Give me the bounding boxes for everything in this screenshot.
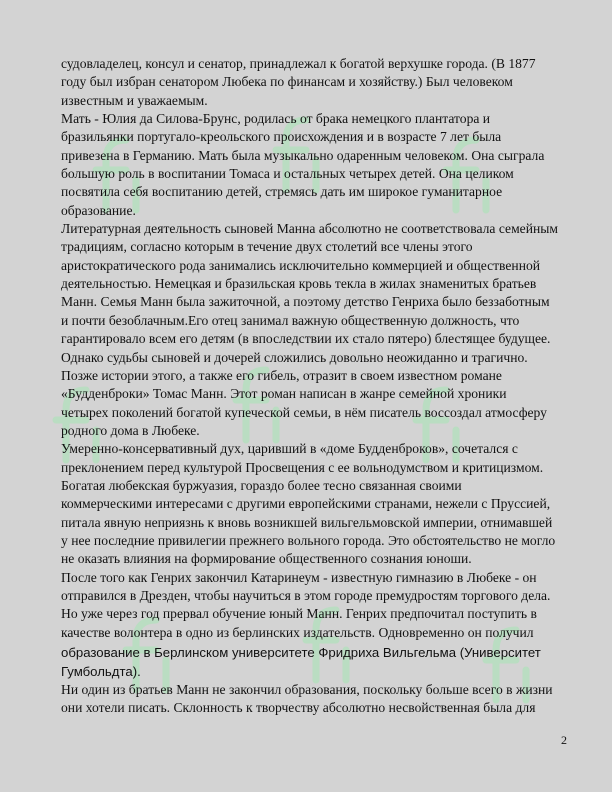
text-line: Богатая любекская буржуазия, гораздо более тесно связанная своими <box>61 477 462 493</box>
text-line: традициям, согласно которым в течение двух столетий все члены этого <box>61 239 473 255</box>
text-line: преклонением перед культурой Просвещения с ее вольнодумством и критицизмом. <box>61 459 544 475</box>
page-number: 2 <box>561 733 567 747</box>
text-line: посвятила себя воспитанию детей, стремясь дать им широкое гуманитарное <box>61 184 503 200</box>
text-line: они хотели писать. Склонность к творчеству абсолютно несвойственная была для <box>61 700 536 716</box>
text-line: привезена в Германию. Мать была музыкально одаренным человеком. Она сыграла <box>61 147 545 163</box>
text-line: Но уже через год прервал обучение юный Манн. Генрих предпочитал поступить в <box>61 606 537 622</box>
text-line: Манн. Семья Манн была зажиточной, а поэтому детство Генриха было беззаботным <box>61 294 550 310</box>
text-line: отправился в Дрезден, чтобы научиться в этом городе премудростям торгового дела. <box>61 587 551 603</box>
text-line: образование в Берлинском университете Фридриха Вильгельма (Университет <box>61 645 541 660</box>
text-line: и почти безоблачным.Его отец занимал важную общественную должность, что <box>61 312 520 328</box>
text-line: родного дома в Любеке. <box>61 422 200 438</box>
text-line: гарантировало всем его детям (в впоследствии их стало пятеро) блестящее будущее. <box>61 331 551 347</box>
text-line: судовладелец, консул и сенатор, принадлежал к богатой верхушке города. (В 1877 <box>61 56 536 71</box>
text-line: Гумбольдта). <box>61 664 141 679</box>
body-text <box>61 55 557 718</box>
text-line: деятельностью. Немецкая и бразильская кровь текла в жилах знаменитых братьев <box>61 276 537 292</box>
text-line: бразильянки португало-креольского происхождения и в возрасте 7 лет была <box>61 129 502 145</box>
text-line: Литературная деятельность сыновей Манна абсолютно не соответствовала семейным <box>61 221 558 237</box>
text-line: «Будденброки» Томас Манн. Этот роман написан в жанре семейной хроники <box>61 386 507 402</box>
text-line: не оказать влияния на формирование общественного сознания юноши. <box>61 551 472 567</box>
text-line: качестве волонтера в одно из берлинских издательств. Одновременно он получил <box>61 624 534 640</box>
text-line: После того как Генрих закончил Катаринеум - известную гимназию в Любеке - он <box>61 569 537 585</box>
text-line: у нее последние привилегии прежнего вольного города. Это обстоятельство не могло <box>61 532 556 548</box>
text-line: аристократического рода занимались исключительно коммерцией и общественной <box>61 257 541 273</box>
text-line: Мать - Юлия да Силова-Брунс, родилась от брака немецкого плантатора и <box>61 111 491 127</box>
text-line: Ни один из братьев Манн не закончил образования, поскольку больше всего в жизни <box>61 682 553 697</box>
text-line: Умеренно-консервативный дух, царивший в «доме Будденброков», сочетался с <box>61 441 518 457</box>
text-line: большую роль в воспитании Томаса и остальных четырех детей. Она целиком <box>61 166 514 182</box>
text-line: образование. <box>61 202 136 218</box>
text-line: Однако судьбы сыновей и дочерей сложились довольно неожиданно и трагично. <box>61 349 528 365</box>
text-line: году был избран сенатором Любека по финансам и хозяйству.) Был человеком <box>61 74 513 90</box>
text-line: питала явную неприязнь к вновь возникшей вильгельмовской империи, отнимавшей <box>61 514 553 530</box>
text-line: Позже истории этого, а также его гибель, отразит в своем известном романе <box>61 367 502 383</box>
text-line: известным и уважаемым. <box>61 92 208 108</box>
text-line: четырех поколений богатой купеческой семьи, в нём писатель воссоздал атмосферу <box>61 404 547 420</box>
text-line: коммерческими интересами с другими европейскими странами, нежели с Пруссией, <box>61 496 551 512</box>
